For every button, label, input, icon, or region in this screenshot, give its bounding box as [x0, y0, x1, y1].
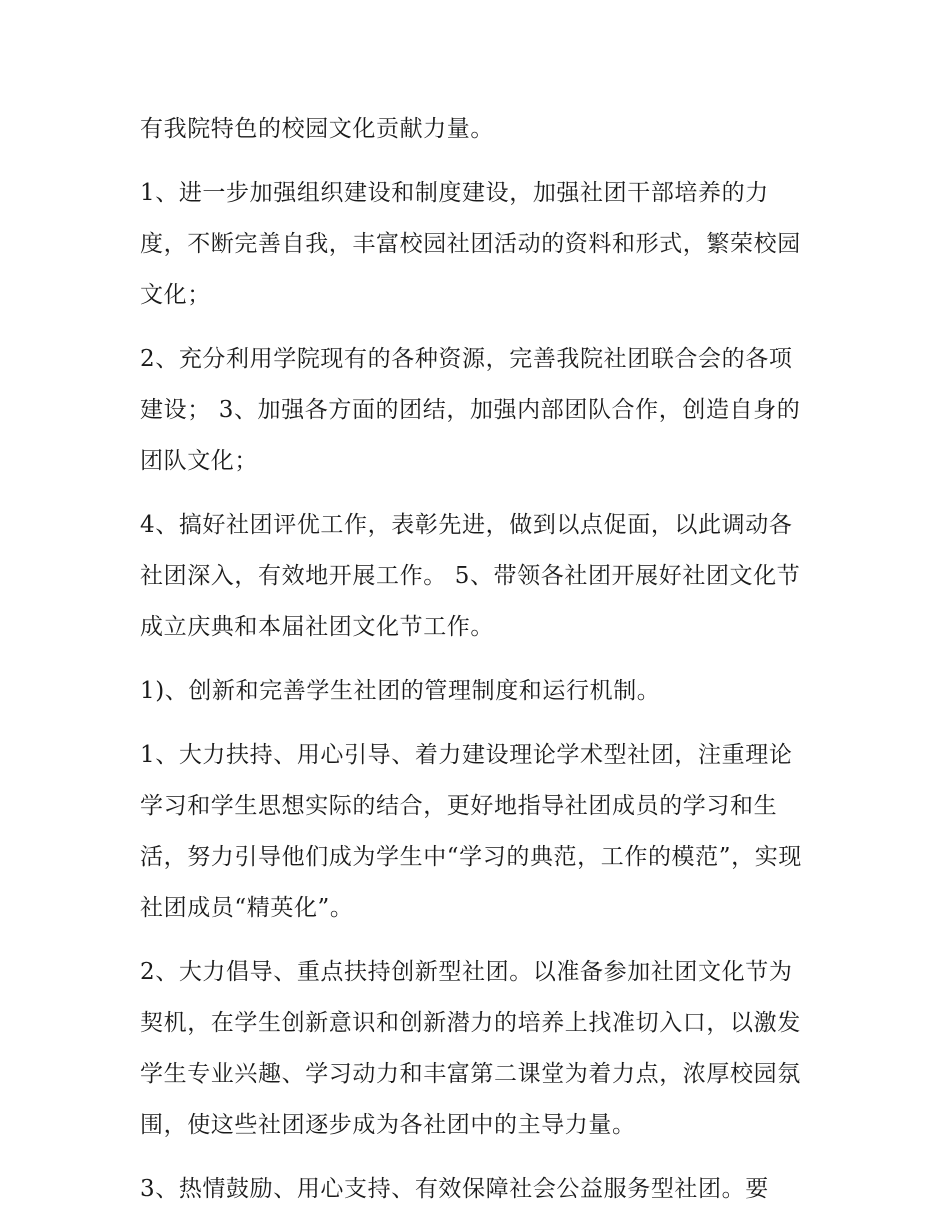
paragraph-5: 1)、创新和完善学生社团的管理制度和运行机制。	[140, 678, 661, 704]
paragraph-1: 有我院特色的校园文化贡献力量。	[140, 116, 494, 142]
document-body	[140, 104, 816, 1228]
paragraph-8: 3、热情鼓励、用心支持、有效保障社会公益服务型社团。要	[140, 1176, 769, 1202]
paragraph-4: 4、搞好社团评优工作，表彰先进，做到以点促面，以此调动各社团深入，有效地开展工作。 5、带领各社团开展好社团文化节成立庆典和本届社团文化节工作。	[140, 512, 801, 640]
paragraph-6: 1、大力扶持、用心引导、着力建设理论学术型社团，注重理论学习和学生思想实际的结合，更好地指导社团成员的学习和生活，努力引导他们成为学生中“学习的典范，工作的模范”，实现社团成员“精英化”。	[140, 742, 802, 921]
paragraph-3: 2、充分利用学院现有的各种资源，完善我院社团联合会的各项建设； 3、加强各方面的团结，加强内部团队合作，创造自身的团队文化；	[140, 346, 801, 474]
paragraph-2: 1、进一步加强组织建设和制度建设，加强社团干部培养的力度，不断完善自我，丰富校园社团活动的资料和形式，繁荣校园文化；	[140, 180, 801, 308]
paragraph-7: 2、大力倡导、重点扶持创新型社团。以准备参加社团文化节为契机，在学生创新意识和创新潜力的培养上找准切入口，以激发学生专业兴趣、学习动力和丰富第二课堂为着力点，浓厚校园氛围，使这些社团逐步成为各社团中的主导力量。	[140, 959, 801, 1138]
